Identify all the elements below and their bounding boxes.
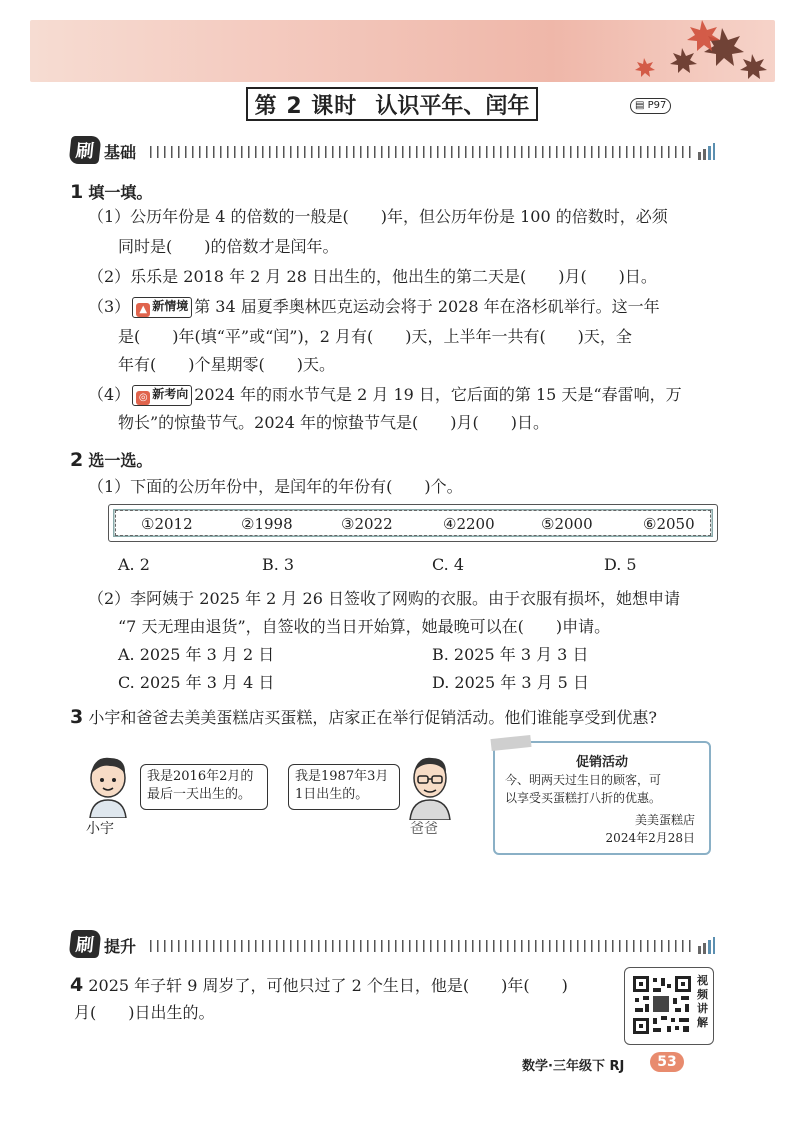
q2-part2-line2: “7 天无理由退货”，自签收的当日开始算，她最晚可以在( )申请。 bbox=[118, 617, 611, 636]
section-label: 提升 bbox=[104, 937, 137, 956]
signal-bars-icon bbox=[697, 936, 715, 954]
q2-p2-option-a[interactable]: A. 2025 年 3 月 2 日 bbox=[118, 645, 275, 664]
promo-date: 2024年2月28日 bbox=[605, 831, 695, 845]
question-4-line1 bbox=[70, 974, 568, 997]
question-number: 2 bbox=[70, 449, 84, 471]
promo-body: 今、明两天过生日的顾客，可 以享受买蛋糕打八折的优惠。 bbox=[505, 773, 662, 805]
new-direction-tag: ◎ 新考向 bbox=[132, 385, 192, 406]
q1-part1-line1: （1）公历年份是 4 的倍数的一般是( )年，但公历年份是 100 的倍数时，必须 bbox=[88, 207, 668, 226]
answer-page-ref bbox=[630, 98, 671, 114]
video-explanation-box[interactable] bbox=[624, 967, 714, 1045]
q1-part3-line2: 是( )年(填“平”或“闰”)，2 月有( )天，上半年一共有( )天，全 bbox=[118, 327, 632, 346]
lesson-title: 认识平年、闰年 bbox=[375, 93, 530, 119]
year-option: ⑤2000 bbox=[541, 515, 593, 533]
dad-illustration bbox=[402, 752, 458, 820]
question-text: 2025 年子轩 9 周岁了，可他只过了 2 个生日，他是( )年( ) bbox=[88, 976, 568, 995]
dad-speech-bubble: 我是1987年3月 1日出生的。 bbox=[288, 764, 400, 810]
q1-part4-line1: （4） ◎ 新考向 2024 年的雨水节气是 2 月 19 日，它后面的第 15 天是“春雷响，万 bbox=[88, 385, 682, 404]
lesson-number: 第 2 课时 bbox=[254, 93, 358, 119]
section-badge: 刷 bbox=[69, 930, 102, 958]
section-badge: 刷 bbox=[69, 136, 102, 164]
boy-name: 小宇 bbox=[86, 821, 114, 837]
promo-title: 促销活动 bbox=[575, 755, 628, 770]
q2-p2-option-c[interactable]: C. 2025 年 3 月 4 日 bbox=[118, 673, 275, 692]
promotion-notice bbox=[493, 741, 711, 855]
q2-p1-option-c[interactable]: C. 4 bbox=[432, 555, 465, 574]
year-option: ⑥2050 bbox=[643, 515, 695, 533]
maple-leaves-decoration bbox=[572, 18, 772, 86]
year-option: ④2200 bbox=[443, 515, 495, 533]
question-number: 4 bbox=[70, 974, 84, 996]
question-4-line2: 月( )日出生的。 bbox=[74, 1003, 215, 1022]
question-instruction: 选一选。 bbox=[88, 451, 153, 470]
boy-speech-bubble: 我是2016年2月的 最后一天出生的。 bbox=[140, 764, 268, 810]
q1-part4-line2: 物长”的惊蛰节气。2024 年的惊蛰节气是( )月( )日。 bbox=[118, 413, 549, 432]
target-icon: ◎ bbox=[136, 391, 150, 405]
year-option: ①2012 bbox=[141, 515, 193, 533]
footer-subject: 数学·三年级下 RJ bbox=[522, 1059, 625, 1074]
years-box bbox=[108, 504, 718, 542]
question-number: 3 bbox=[70, 706, 84, 728]
q1-part2: （2）乐乐是 2018 年 2 月 28 日出生的，他出生的第二天是( )月( )日。 bbox=[88, 267, 657, 286]
q1-part1-line2: 同时是( )的倍数才是闰年。 bbox=[118, 237, 339, 256]
q2-part2-line1: （2）李阿姨于 2025 年 2 月 26 日签收了网购的衣服。由于衣服有损坏，她想申请 bbox=[88, 589, 680, 608]
q2-p2-option-d[interactable]: D. 2025 年 3 月 5 日 bbox=[432, 673, 589, 692]
boy-illustration bbox=[80, 752, 136, 818]
ruler-decoration bbox=[150, 146, 693, 158]
video-label: 视频讲解 bbox=[697, 974, 708, 1029]
section-header-advance bbox=[70, 930, 715, 960]
question-instruction: 填一填。 bbox=[88, 183, 153, 202]
q1-part3-line1: （3） ▲ 新情境 第 34 届夏季奥林匹克运动会将于 2028 年在洛杉矶举行。这一年 bbox=[88, 297, 660, 316]
section-label: 基础 bbox=[104, 143, 137, 162]
section-header-basic bbox=[70, 136, 715, 166]
q2-p1-option-a[interactable]: A. 2 bbox=[118, 555, 150, 574]
flag-icon: ▲ bbox=[136, 303, 150, 317]
lesson-title-box bbox=[246, 87, 538, 121]
q2-part1: （1）下面的公历年份中，是闰年的年份有( )个。 bbox=[88, 477, 463, 496]
q2-p1-option-b[interactable]: B. 3 bbox=[262, 555, 295, 574]
new-context-tag: ▲ 新情境 bbox=[132, 297, 192, 318]
qr-code-icon[interactable] bbox=[631, 974, 693, 1036]
question-3 bbox=[70, 706, 657, 729]
question-text: 小宇和爸爸去美美蛋糕店买蛋糕，店家正在举行促销活动。他们谁能享受到优惠? bbox=[88, 708, 657, 727]
ruler-decoration bbox=[150, 940, 693, 952]
signal-bars-icon bbox=[697, 142, 715, 160]
dad-name: 爸爸 bbox=[410, 821, 438, 837]
question-2-header bbox=[70, 448, 152, 471]
tape-decoration bbox=[490, 735, 531, 751]
q2-p2-option-b[interactable]: B. 2025 年 3 月 3 日 bbox=[432, 645, 589, 664]
book-icon: ▤ bbox=[635, 100, 645, 111]
question-number: 1 bbox=[70, 181, 84, 203]
answer-page-number: P97 bbox=[647, 100, 667, 111]
question-1-header bbox=[70, 180, 152, 203]
page-number: 53 bbox=[650, 1052, 684, 1072]
q1-part3-line3: 年有( )个星期零( )天。 bbox=[118, 355, 335, 374]
year-option: ③2022 bbox=[341, 515, 393, 533]
q2-p1-option-d[interactable]: D. 5 bbox=[604, 555, 637, 574]
promo-shop-name: 美美蛋糕店 bbox=[634, 813, 695, 827]
year-option: ②1998 bbox=[241, 515, 293, 533]
